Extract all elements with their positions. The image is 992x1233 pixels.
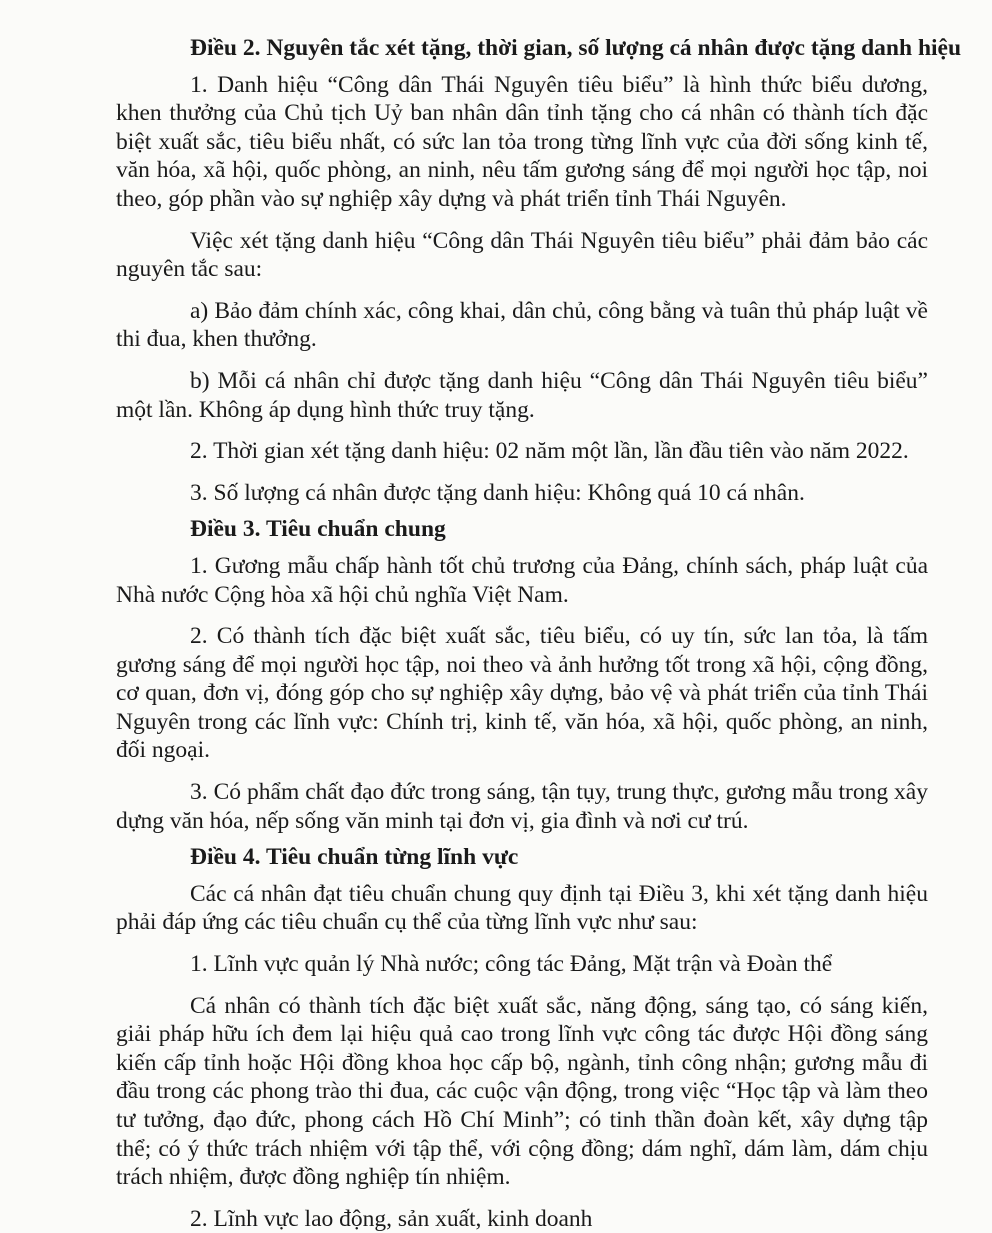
article-3-paragraph-3: 3. Có phẩm chất đạo đức trong sáng, tận tụy, trung thực, gương mẫu trong xây dựng văn hóa, nếp sống văn minh tại đơn vị, gia đình và nơi cư trú. bbox=[116, 779, 928, 834]
article-2-heading: Điều 2. Nguyên tắc xét tặng, thời gian, số lượng cá nhân được tặng danh hiệu bbox=[190, 35, 962, 61]
article-3-paragraph-1: 1. Gương mẫu chấp hành tốt chủ trương của Đảng, chính sách, pháp luật của Nhà nước Cộng hòa xã hội chủ nghĩa Việt Nam. bbox=[116, 552, 928, 608]
article-2-paragraph-3: 2. Thời gian xét tặng danh hiệu: 02 năm một lần, lần đầu tiên vào năm 2022. bbox=[190, 438, 909, 465]
article-2-paragraph-2: Việc xét tặng danh hiệu “Công dân Thái Nguyên tiêu biểu” phải đảm bảo các nguyên tắc sau: bbox=[116, 227, 928, 283]
article-2-item-b: b) Mỗi cá nhân chỉ được tặng danh hiệu “Công dân Thái Nguyên tiêu biểu” một lần. Không áp dụng hình thức truy tặng. bbox=[116, 367, 928, 423]
article-4-paragraph-3: Cá nhân có thành tích đặc biệt xuất sắc, năng động, sáng tạo, có sáng kiến, giải pháp hữu ích đem lại hiệu quả cao trong lĩnh vực công tác được Hội đồng sáng kiến cấp tỉnh hoặc Hội đồng khoa học cấp bộ, ngành, tỉnh công nhận; gương mẫu đi đầu trong các phong trào thi đua, các cuộc vận động, trong việc “Học tập và làm theo tư tưởng, đạo đức, phong cách Hồ Chí Minh”; có tinh thần đoàn kết, xây dựng tập thể; có ý thức trách nhiệm với tập thể, với cộng đồng; dám nghĩ, dám làm, dám chịu trách nhiệm, được đồng nghiệp tín nhiệm. bbox=[116, 992, 928, 1191]
article-3-heading: Điều 3. Tiêu chuẩn chung bbox=[190, 516, 446, 543]
article-4-paragraph-1: Các cá nhân đạt tiêu chuẩn chung quy định tại Điều 3, khi xét tặng danh hiệu phải đáp ứng các tiêu chuẩn cụ thể của từng lĩnh vực như sau: bbox=[116, 880, 928, 936]
article-2-paragraph-4: 3. Số lượng cá nhân được tặng danh hiệu: Không quá 10 cá nhân. bbox=[190, 479, 805, 506]
article-4-heading: Điều 4. Tiêu chuẩn từng lĩnh vực bbox=[190, 844, 519, 871]
article-2-paragraph-1: 1. Danh hiệu “Công dân Thái Nguyên tiêu biểu” là hình thức biểu dương, khen thưởng của Chủ tịch Uỷ ban nhân dân tỉnh tặng cho cá nhân có thành tích đặc biệt xuất sắc, tiêu biểu nhất, có sức lan tỏa trong từng lĩnh vực của đời sống kinh tế, văn hóa, xã hội, quốc phòng, an ninh, nêu tấm gương sáng để mọi người học tập, noi theo, góp phần vào sự nghiệp xây dựng và phát triển tỉnh Thái Nguyên. bbox=[116, 71, 928, 212]
article-4-paragraph-2: 1. Lĩnh vực quản lý Nhà nước; công tác Đảng, Mặt trận và Đoàn thể bbox=[190, 951, 833, 978]
article-4-paragraph-4: 2. Lĩnh vực lao động, sản xuất, kinh doanh bbox=[190, 1205, 593, 1232]
article-2-item-a: a) Bảo đảm chính xác, công khai, dân chủ, công bằng và tuân thủ pháp luật về thi đua, khen thưởng. bbox=[116, 297, 928, 353]
article-3-paragraph-2: 2. Có thành tích đặc biệt xuất sắc, tiêu biểu, có uy tín, sức lan tỏa, là tấm gương sáng để mọi người học tập, noi theo và ảnh hưởng tốt trong xã hội, cộng đồng, cơ quan, đơn vị, đóng góp cho sự nghiệp xây dựng, bảo vệ và phát triển của tỉnh Thái Nguyên trong các lĩnh vực: Chính trị, kinh tế, văn hóa, xã hội, quốc phòng, an ninh, đối ngoại. bbox=[116, 623, 928, 764]
